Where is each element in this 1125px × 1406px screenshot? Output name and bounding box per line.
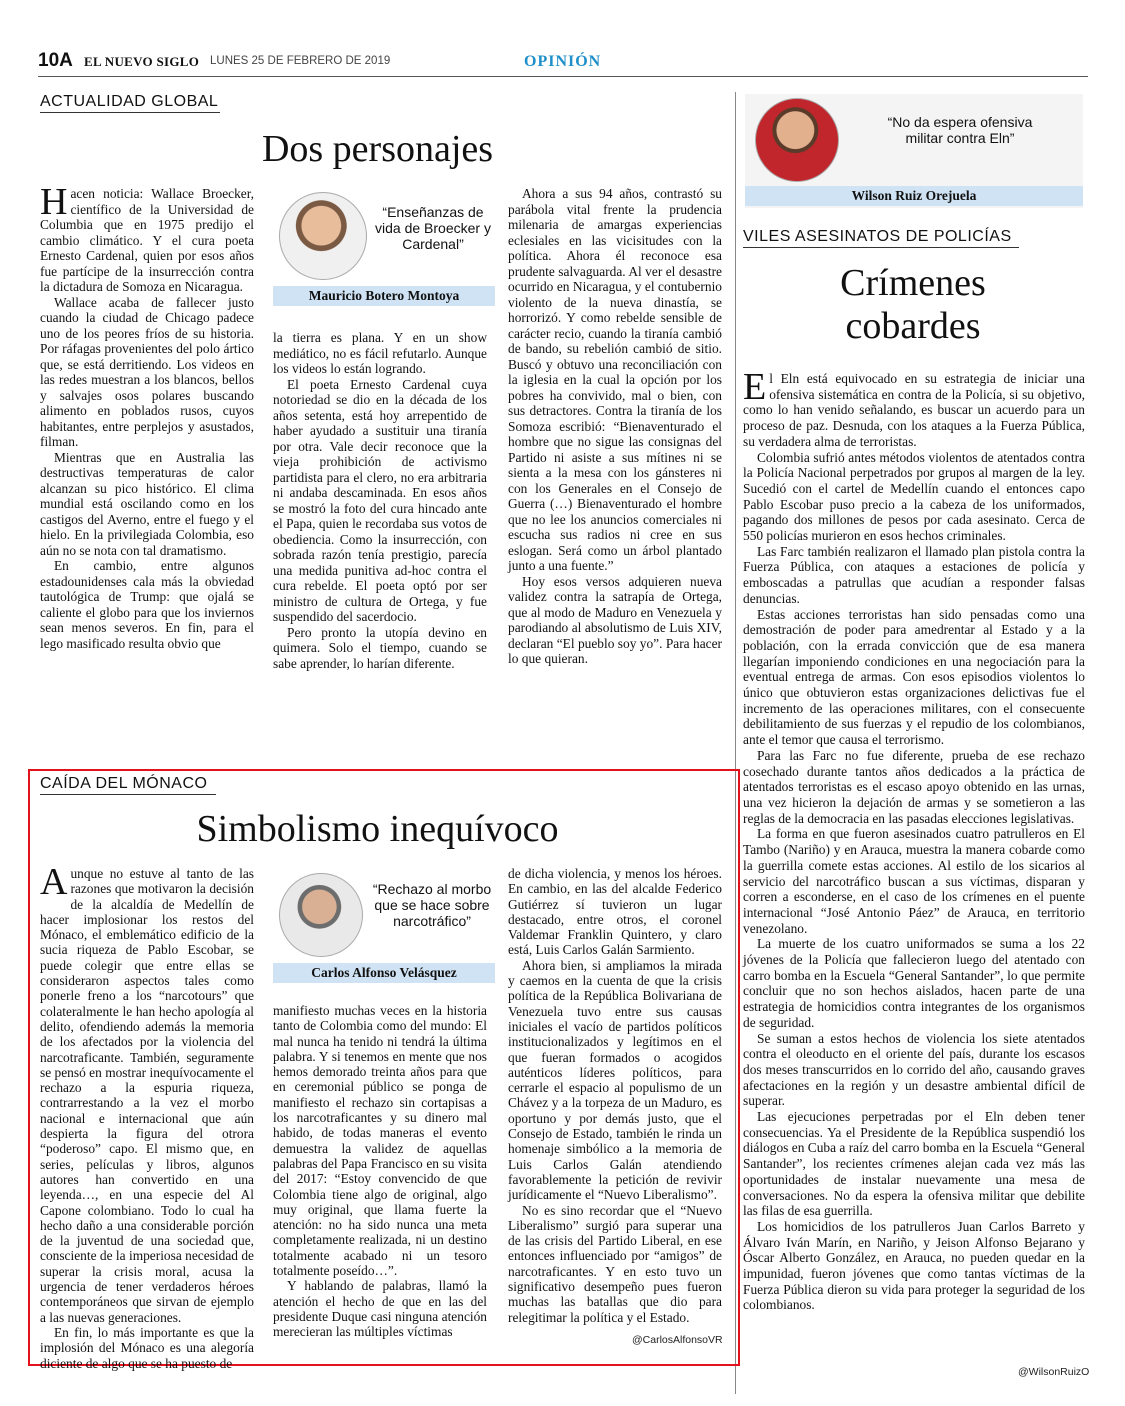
article2-author-box <box>273 869 495 987</box>
newspaper-name: EL NUEVO SIGLO <box>84 54 200 69</box>
article2-dropcap: A <box>40 861 68 903</box>
masthead-rule <box>38 76 1088 77</box>
author-name: Carlos Alfonso Velásquez <box>273 963 495 983</box>
section-title: OPINIÓN <box>524 53 602 70</box>
article1-kicker: ACTUALIDAD GLOBAL <box>40 93 220 113</box>
article3-title: Crímenes cobardes <box>840 262 986 347</box>
author-name: Wilson Ruiz Orejuela <box>745 186 1083 206</box>
article1-column-1: Hacen noticia: Wallace Broecker, científico de la Universidad de Columbia que en 1975 predijo el cambio climático. Y el cura poeta Ernesto Cardenal, quien por esos años fue partícipe de la insurrección contra la dictadura de Somoza en Nicaragua. Wallace acaba de fallecer justo cuando la ciudad de Chicago padece uno de los peores fríos de su historia. Por ráfagas provenientes del polo ártico que, se está derritiendo. Los videos en las redes muestran a los blancos, bellos y salvajes osos polares buscando alimento en poblados rusos, cuyos habitantes, entre perplejos y asustados, filman. Mientras que en Australia las destructivas temperaturas de calor alcanzan su pico histórico. El clima mundial está oscilando como en los castigos del Averno, entre el fuego y el hielo. En la privilegiada Colombia, eso aún no se nota con tal dramatismo. En cambio, entre algunos estadounidenses cala más la obviedad tautológica de Trump: que ojalá se caliente el globo para que los inviernos sean menos severos. En fin, para el lego masificado resulta obvio que <box>40 181 254 651</box>
article2-kicker: CAÍDA DEL MÓNACO <box>40 775 216 795</box>
author-name: Mauricio Botero Montoya <box>273 286 495 306</box>
article3-author-box <box>745 94 1083 208</box>
author-photo <box>755 98 839 182</box>
article1-column-2: la tierra es plana. Y en un show mediático, no es fácil refutarlo. Aunque los videos lo están logrando. El poeta Ernesto Cardenal cuya notoriedad se dio en la década de los años setenta, está hoy arrepentido de haber ayudado a sustituir una tiranía por otra. Vale decir reconoce que la vieja prohibición de activismo partidista para el clero, no era arbitraria ni andaba descaminada. En esos años se mostró la foto del cura hincado ante el Papa, quien le recordaba sus votos de obediencia. Como la insurrección, con sobrada razón tenía prestigio, parecía una medida punitiva ad-hoc contra el cura rebelde. El poeta optó por ser ministro de cultura de Ortega, y fue suspendido del sacerdocio. Pero pronto la utopía devino en quimera. Solo el tiempo, cuando se sabe aprender, lo harían diferente. <box>273 330 487 671</box>
article2-column-2: manifiesto muchas veces en la historia tanto de Colombia como del mundo: El mal nunca ha tenido ni tendrá la última palabra. Y si tenemos en mente que nos hemos demorado treinta años para que en ceremonial público se ponga de manifiesto el rechazo sin cortapisas a los narcotraficantes y su dinero mal habido, de todas maneras el evento demuestra la validez de aquellas palabras del Papa Francisco en su visita del 2017: “Estoy convencido de que Colombia tiene algo de original, algo muy original, que llama fuerte la atención: no ha sido nunca una meta completamente realizada, ni un destino totalmente acabado ni un tesoro totalmente poseído…”. Y hablando de palabras, llamó la atención el hecho de que en las del presidente Duque casi ninguna atención merecieran las múltiples víctimas <box>273 1003 487 1340</box>
article2-twitter-handle: @CarlosAlfonsoVR <box>632 1334 723 1346</box>
masthead <box>38 50 1088 74</box>
article2-column-1: Aunque no estuve al tanto de las razones que motivaron la decisión de la alcaldía de Medellín de hacer implosionar los restos del Mónaco, el emblemático edificio de la sucia riqueza de Pablo Escobar, se puede colegir que entre ellas se consideraron aspectos tales como ponerle freno a los “narcotours” que colateralmente le han hecho apología al delito, ofendiendo además la memoria de los afectados por la violencia del narcotraficante. También, seguramente se pensó en mostrar inequívocamente el rechazo a la espuria riqueza, contrarrestando a la vez el morbo nacional e internacional que aún despierta la figura del otrora “poderoso” capo. El mismo que, en series, películas y libros, algunos autores han convertido en una leyenda…, en una especie del Al Capone colombiano. Todo lo cual ha hecho daño a una considerable porción de la juventud de una sociedad que, consciente de la imperiosa necesidad de superar la crisis moral, acusa la urgencia de tener verdaderos héroes contemporáneos que sirvan de ejemplo a las nuevas generaciones. En fin, lo más importante es que la implosión del Mónaco es una alegoría diciente de algo que se ha puesto de <box>40 861 254 1371</box>
article1-dropcap: H <box>40 181 68 223</box>
article1-author-box <box>273 188 495 310</box>
author-photo <box>279 873 363 957</box>
pull-quote: “No da espera ofensiva militar contra Eln” <box>887 114 1033 146</box>
article3-kicker: VILES ASESINATOS DE POLICÍAS <box>743 228 1019 248</box>
article1-column-3: Ahora a sus 94 años, contrastó su parábola vital frente la prudencia milenaria de amargas experiencias eclesiales en las vicisitudes con la política. Ahora él reconoce esa prudente salvaguarda. Al ver el desastre ocurrido en Nicaragua, y el contubernio violento de la nueva dinastía, se horrorizó. Y como rebelde sensible de carácter recio, cuando la tiranía cambió de bando, su rebelión cambió de sitio. Buscó y obtuvo una reconciliación con la iglesia en la cual la opción por los pobres ha convivido, mal o bien, con sus detractores. Contra la tiranía de los Somoza escribió: “Bienaventurado el hombre que no sigue las consignas del Partido ni asiste a sus mítines ni se sienta a la mesa con los gánsteres ni con los Generales en el Consejo de Guerra (…) Bienaventurado el hombre que no lee los anuncios comerciales ni escucha sus radios ni cree en sus eslogan. Será como un árbol plantado junto a una fuente.” Hoy esos versos adquieren nueva validez contra la satrapía de Ortega, que al modo de Maduro en Venezuela y parodiando al absolutismo de Luis XIV, declaran “El pueblo soy yo”. Para hacer lo que quieran. <box>508 186 722 666</box>
author-photo <box>279 192 367 280</box>
pull-quote: “Rechazo al morbo que se hace sobre narcotráfico” <box>372 881 492 929</box>
pull-quote: “Enseñanzas de vida de Broecker y Cardenal” <box>375 204 491 252</box>
article1-title: Dos personajes <box>261 128 494 170</box>
article3-twitter-handle: @WilsonRuizO <box>1018 1366 1090 1378</box>
issue-date: LUNES 25 DE FEBRERO DE 2019 <box>210 55 391 67</box>
article2-title: Simbolismo inequívoco <box>196 808 559 850</box>
page-number: 10A <box>38 50 73 71</box>
article3-body: El Eln está equivocado en su estrategia de iniciar una ofensiva sistemática en contra de la Policía, si su objetivo, como lo han venido señalando, es buscar un acuerdo para un proceso de paz. Desnuda, con los ataques a la Fuerza Pública, su verdadera alma de terroristas. Colombia sufrió antes métodos violentos de atentados contra la Policía Nacional perpetrados por grupos al margen de la ley. Sucedió con el cartel de Medellín cuando el entonces capo Pablo Escobar puso precio a la cabeza de los uniformados, pagando dos millones de pesos por cada asesinato. Cerca de 550 policías murieron en esos hechos criminales. Las Farc también realizaron el llamado plan pistola contra la Fuerza Pública, con ataques a estaciones de policía y emboscadas a patrullas que acudían a responder falsas denuncias. Estas acciones terroristas han sido pensadas como una demostración de poder para amedrentar al Estado y a la población, con la errada convicción que de esa manera llegarían imponiendo condiciones en una negociación para la eventual entrega de armas. Con esos episodios violentos lo único que obtuvieron estas organizaciones delictivas fue el incremento de las operaciones militares, con el consecuente debilitamiento de sus fuerzas y el repudio de los colombianos, ante el temor que causa el terrorismo. Para las Farc no fue diferente, prueba de ese rechazo cosechado durante tantos años dedicados a la práctica de atentados terroristas es el escaso apoyo obtenido en las urnas, una vez hicieron la dejación de armas y se sometieron a las reglas de la democracia en las pasadas elecciones legislativas. La forma en que fueron asesinados cuatro patrulleros en El Tambo (Nariño) y en Arauca, muestra la manera cobarde como la guerrilla comete estas acciones. Al estilo de los sicarios al servicio del narcotráfico buscan a sus víctimas, disparan y corren a esconderse, en el caso de los crímenes en el puente internacional “José Antonio Páez” de Arauca, en territorio venezolano. La muerte de los cuatro uniformados se suma a los 22 jóvenes de la Policía que fallecieron luego del atentado con carro bomba en la Escuela “General Santander”, lo que permite concluir que no son hechos aislados, hacen parte de una estrategia de homicidios contra integrantes de los organismos de seguridad. Se suman a estos hechos de violencia los siete atentados contra el oleoducto en el oriente del país, durante los escasos dos meses transcurridos en lo corrido del año, causando graves afectaciones en la región y un desastre ambiental difícil de superar. Las ejecuciones perpetradas por el Eln deben tener consecuencias. Ya el Presidente de la República suspendió los diálogos en Cuba a raíz del carro bomba en la Escuela “General Santander”, los recientes crímenes alejan cada vez más las oportunidades de instalar nuevamente una mesa de conversaciones. No da espera la ofensiva militar que debilite las filas de esa guerrilla. Los homicidios de los patrulleros Juan Carlos Barreto y Álvaro Iván Marín, en Nariño, y Jeison Alfonso Bejarano y Óscar Alberto González, en Arauca, no pueden quedar en la impunidad, fueron jóvenes que como tantas víctimas de la Fuerza Pública dieron su vida para proteger la seguridad de los colombianos. <box>743 366 1085 1313</box>
article2-column-3: de dicha violencia, y menos los héroes. En cambio, en las del alcalde Federico Gutiérrez sí tuvieron un lugar destacado, entre otros, el coronel Valdemar Franklin Quintero, y claro está, Luis Carlos Galán Sarmiento. Ahora bien, si ampliamos la mirada y caemos en la cuenta de que la crisis política de la República Bolivariana de Venezuela tuvo entre sus causas iniciales el vacío de partidos políticos institucionalizados y legítimos en el que fueran formados o acogidos auténticos líderes políticos, para cerrarle el espacio al populismo de un Chávez y a la torpeza de un Maduro, es oportuno y por demás justo, que el Consejo de Estado, también le rinda un homenaje simbólico a la memoria de Luis Carlos Galán atendiendo favorablemente la petición de revivir jurídicamente el “Nuevo Liberalismo”. No es sino recordar que el “Nuevo Liberalismo” surgió para superar una de las crisis del Partido Liberal, en ese entonces influenciado por “amigos” de narcotraficantes. Y en esto tuvo un significativo desempeño pues fueron muchas las batallas que dio para relegitimar la política y el Estado. <box>508 866 722 1325</box>
article3-dropcap: E <box>743 366 767 408</box>
